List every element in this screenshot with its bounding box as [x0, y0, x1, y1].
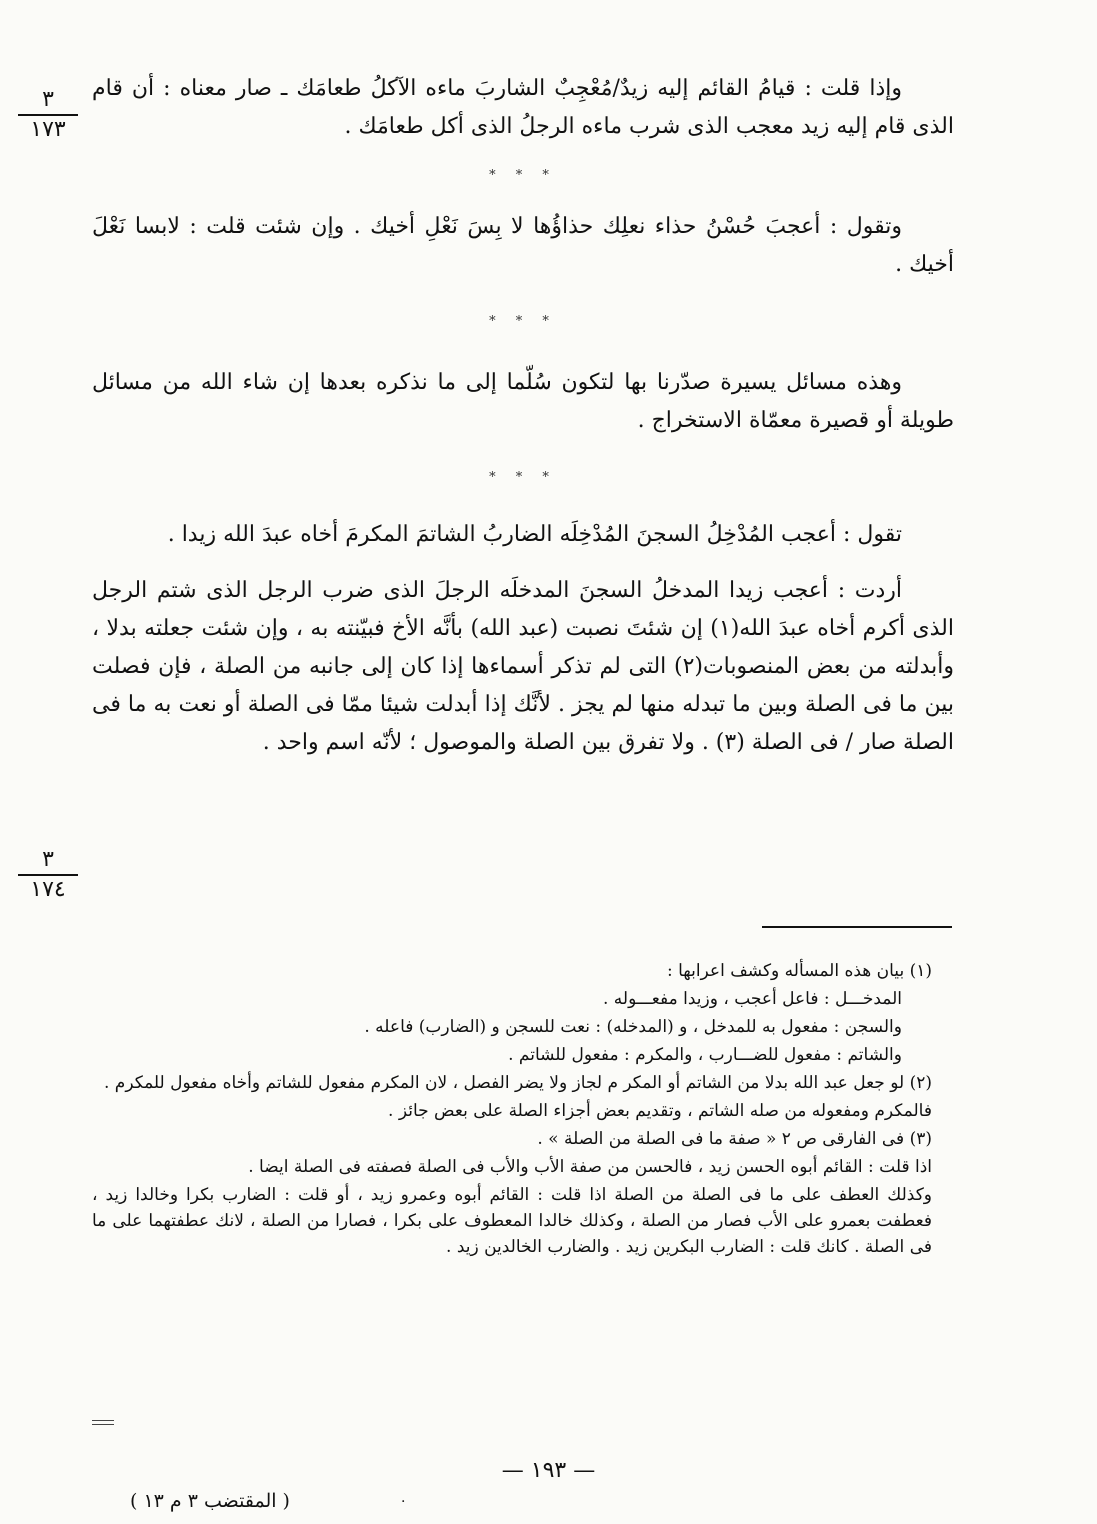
margin-ref-volume: ٣: [18, 88, 78, 116]
footnote-2-line: فالمكرم ومفعوله من صله الشاتم ، وتقديم بعض أجزاء الصلة على بعض جائز .: [388, 1101, 932, 1121]
section-separator: * * *: [489, 470, 557, 485]
footnote-1-line: والسجن : مفعول به للمدخل ، و (المدخله) : نعت للسجن و (الضارب) فاعله .: [364, 1017, 902, 1037]
section-separator: * * *: [489, 314, 557, 329]
footnote-1-title: (١) بيان هذه المسأله وكشف اعرابها :: [666, 961, 932, 981]
footnote-end-mark: [92, 1420, 114, 1425]
footnote-1-line: والشاتم : مفعول للضـــارب ، والمكرم : مفعول للشاتم .: [508, 1045, 902, 1065]
footnote-2: (٢) لو جعل عبد الله بدلا من الشاتم أو المكر م لجاز ولا يضر الفصل ، لان المكرم مفعول للشاتم وأخاه مفعول للمكرم .: [104, 1073, 932, 1093]
printer-signature: ( المقتضب ٣ م ١٣ ): [130, 1490, 290, 1512]
margin-reference-174: [18, 848, 78, 902]
page-number: — ١٩٣ —: [501, 1458, 596, 1483]
footnote-3-line: وكذلك العطف على ما فى الصلة من الصلة اذا قلت : القائم أبوه وعمرو زيد ، أو قلت : الضارب بكرا وخالدا زيد ، فعطفت بعمرو على الأب فصار من الصلة ، وكذلك خالدا المعطوف على بكرا ، فصارا من الصلة ، لانك عطفتهما على ما فى الصلة . كانك قلت : الضارب البكرين زيد . والضارب الخالدين زيد .: [92, 1185, 932, 1257]
paragraph-2: وتقول : أعجبَ حُسْنُ حذاء نعلِك حذاؤُها لا بِسَ نَعْلِ أخيك . وإن شئت قلت : لابسا نَعْلَ أخيك .: [92, 214, 954, 277]
margin-ref-page: ١٧٣: [30, 117, 66, 142]
stray-dot: ·: [401, 1494, 406, 1510]
footnote-3: (٣) فى الفارقى ص ٢ « صفة ما فى الصلة من الصلة » .: [537, 1129, 932, 1149]
footnote-1-line: المدخـــل : فاعل أعجب ، وزيدا مفعـــوله .: [602, 989, 902, 1009]
margin-reference-173: [18, 88, 78, 142]
main-text: [92, 70, 954, 762]
paragraph-4: تقول : أعجب المُدْخِلُ السجنَ المُدْخِلَه الضاربُ الشاتمَ المكرمَ أخاه عبدَ الله زيدا .: [167, 522, 902, 547]
footnotes: [92, 958, 954, 1262]
margin-ref-volume: ٣: [18, 848, 78, 876]
paragraph-1: وإذا قلت : قيامُ القائم إليه زيدٌ/مُعْجِبٌ الشاربَ ماءه الآكلُ طعامَك ـ صار معناه : أن قام الذى قام إليه زيد معجب الذى شرب ماءه الرجلُ الذى أكل طعامَك .: [92, 76, 954, 139]
section-separator: * * *: [489, 168, 557, 183]
footnote-3-line: اذا قلت : القائم أبوه الحسن زيد ، فالحسن من صفة الأب والأب فى الصلة فصفته فى الصلة ايضا .: [248, 1157, 932, 1177]
margin-ref-page: ١٧٤: [30, 877, 66, 902]
paragraph-3: وهذه مسائل يسيرة صدّرنا بها لتكون سُلّما إلى ما نذكره بعدها إن شاء الله من مسائل طويلة أو قصيرة معمّاة الاستخراج .: [92, 370, 954, 433]
footnote-divider: [762, 926, 952, 928]
paragraph-5: أردت : أعجب زيدا المدخلُ السجنَ المدخلَه الرجلَ الذى ضرب الرجل الذى شتم الرجل الذى أكرم أخاه عبدَ الله(١) إن شئتَ نصبت (عبد الله) بأنَّه الأخ فبيّنته به ، وإن شئت جعلته بدلا ، وأبدلته من بعض المنصوبات(٢) التى لم تذكر أسماءها إذا كان إلى جانبه من الصلة ، فإن فصلت بين ما فى الصلة وبين ما تبدله منها لم يجز . لأنَّك إذا أبدلت شيئا ممّا فى الصلة أو نعت به ما فى الصلة صار / فى الصلة (٣) . ولا تفرق بين الصلة والموصول ؛ لأنّه اسم واحد .: [92, 578, 955, 755]
